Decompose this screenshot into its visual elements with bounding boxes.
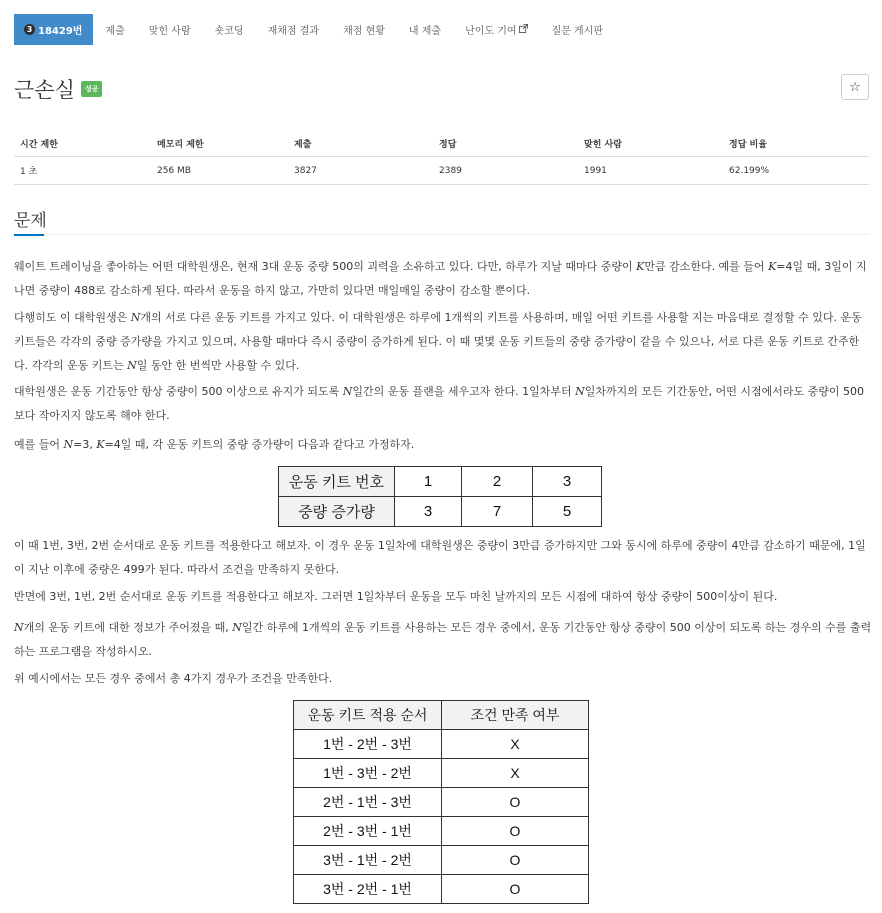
- tab-submit-label: 제출: [105, 26, 125, 37]
- kit-number-cell: 3: [533, 467, 602, 497]
- tab-qna-board[interactable]: [540, 14, 615, 45]
- solvers-header: 맞힌 사람: [578, 130, 723, 157]
- section-accent: [14, 234, 44, 236]
- time-limit-header: 시간 제한: [14, 130, 151, 157]
- tab-rejudge[interactable]: [256, 14, 331, 45]
- section-divider: [14, 234, 869, 235]
- memory-limit-value: 256 MB: [151, 157, 288, 185]
- table-row: [294, 846, 589, 875]
- kit-weight-cell: 7: [462, 497, 533, 527]
- problem-nav: [14, 14, 615, 45]
- star-icon: ☆: [849, 79, 861, 95]
- kit-weight-cell: 5: [533, 497, 602, 527]
- kit-table: [278, 466, 602, 527]
- info-value-row: [14, 157, 869, 185]
- table-row: [294, 759, 589, 788]
- tab-difficulty-label: 난이도 기여: [465, 26, 517, 37]
- tab-problem[interactable]: [14, 14, 93, 45]
- paragraph-8: 위 예시에서는 모든 경우 중에서 총 4가지 경우가 조건을 만족한다.: [14, 672, 333, 685]
- kit-number-cell: 1: [395, 467, 462, 497]
- tab-solvers-label: 맞힌 사람: [148, 26, 191, 37]
- order-header: 운동 키트 적용 순서: [294, 701, 442, 730]
- problem-info-table: [14, 130, 869, 185]
- favorite-button[interactable]: [841, 74, 869, 100]
- tab-my-submissions-label: 내 제출: [408, 26, 442, 37]
- tab-my-submissions[interactable]: [397, 14, 453, 45]
- result-cell: O: [442, 788, 589, 817]
- result-cell: O: [442, 817, 589, 846]
- paragraph-4: 예를 들어 N=3, K=4일 때, 각 운동 키트의 중량 증가량이 다음과 같다고 가정하자.: [14, 438, 415, 451]
- order-cell: 1번 - 3번 - 2번: [294, 759, 442, 788]
- table-row: [294, 730, 589, 759]
- order-cell: 1번 - 2번 - 3번: [294, 730, 442, 759]
- submissions-value: 3827: [288, 157, 433, 185]
- ratio-value: 62.199%: [723, 157, 869, 185]
- tier-badge-icon: 3: [24, 24, 35, 35]
- result-cell: X: [442, 730, 589, 759]
- kit-number-cell: 2: [462, 467, 533, 497]
- ratio-header: 정답 비율: [723, 130, 869, 157]
- order-cell: 3번 - 2번 - 1번: [294, 875, 442, 904]
- result-cell: O: [442, 846, 589, 875]
- time-limit-value: 1 초: [14, 157, 151, 185]
- tab-solvers[interactable]: [137, 14, 203, 45]
- memory-limit-header: 메모리 제한: [151, 130, 288, 157]
- external-link-icon: [519, 24, 528, 36]
- tab-rejudge-label: 재채점 결과: [267, 26, 320, 37]
- result-cell: X: [442, 759, 589, 788]
- accepted-value: 2389: [433, 157, 578, 185]
- problem-header: [14, 74, 102, 104]
- table-row: [294, 875, 589, 904]
- order-header-row: [294, 701, 589, 730]
- info-header-row: [14, 130, 869, 157]
- section-title: 문제: [14, 211, 47, 231]
- tab-shortcoding[interactable]: [203, 14, 256, 45]
- kit-weight-cell: 3: [395, 497, 462, 527]
- tab-problem-label: 18429번: [38, 26, 83, 37]
- problem-title: 근손실: [14, 78, 75, 102]
- tab-difficulty[interactable]: [453, 14, 539, 45]
- solvers-value: 1991: [578, 157, 723, 185]
- kit-weight-row: [279, 497, 602, 527]
- paragraph-6: 반면에 3번, 1번, 2번 순서대로 운동 키트를 적용한다고 해보자. 그러면 1일차부터 운동을 모두 마친 날까지의 모든 시점에 대하여 항상 중량이 500이상이 된다.: [14, 590, 778, 603]
- paragraph-2: 다행히도 이 대학원생은 N개의 서로 다른 운동 키트를 가지고 있다. 이 대학원생은 하루에 1개씩의 키트를 사용하며, 매일 어떤 키트를 사용할 지는 마음대로 결정할 수 있다. 운동 키트들은 각각의 중량 증가량을 가지고 있으며, 사용할 때마다 즉시 중량이 증가하게 된다. 이 때 몇몇 운동 키트들의 중량 증가량이 같을 수 있으나, 서로 다른 운동 키트로 간주한다. 각각의 운동 키트는 N일 동안 한 번씩만 사용할 수 있다.: [14, 311, 862, 372]
- order-cell: 3번 - 1번 - 2번: [294, 846, 442, 875]
- tab-qna-board-label: 질문 게시판: [551, 26, 604, 37]
- paragraph-1: 웨이트 트레이닝을 좋아하는 어떤 대학원생은, 현재 3대 운동 중량 500의 괴력을 소유하고 있다. 다만, 하루가 지날 때마다 중량이 K만큼 감소한다. 예를 들어 K=4일 때, 3일이 지나면 중량이 488로 감소하게 된다. 따라서 운동을 하지 않고, 가만히 있다면 매일매일 중량이 감소할 뿐이다.: [14, 260, 867, 297]
- tab-status[interactable]: [331, 14, 397, 45]
- kit-number-header: 운동 키트 번호: [279, 467, 395, 497]
- table-row: [294, 788, 589, 817]
- paragraph-3: 대학원생은 운동 기간동안 항상 중량이 500 이상으로 유지가 되도록 N일간의 운동 플랜을 세우고자 한다. 1일차부터 N일차까지의 모든 기간동안, 어떤 시점에서라도 중량이 500보다 작아지지 않도록 해야 한다.: [14, 385, 864, 422]
- paragraph-7: N개의 운동 키트에 대한 정보가 주어졌을 때, N일간 하루에 1개씩의 운동 키트를 사용하는 모든 경우 중에서, 운동 기간동안 항상 중량이 500 이상이 되도록 하는 경우의 수를 출력하는 프로그램을 작성하시오.: [14, 621, 872, 658]
- result-header: 조건 만족 여부: [442, 701, 589, 730]
- tab-submit[interactable]: [93, 14, 136, 45]
- status-badge: 성공: [81, 81, 103, 97]
- result-cell: O: [442, 875, 589, 904]
- order-cell: 2번 - 3번 - 1번: [294, 817, 442, 846]
- kit-weight-header: 중량 증가량: [279, 497, 395, 527]
- kit-number-row: [279, 467, 602, 497]
- order-cell: 2번 - 1번 - 3번: [294, 788, 442, 817]
- order-table: [293, 700, 589, 904]
- accepted-header: 정답: [433, 130, 578, 157]
- tab-status-label: 채점 현황: [343, 26, 385, 37]
- tab-shortcoding-label: 숏코딩: [214, 26, 244, 37]
- submissions-header: 제출: [288, 130, 433, 157]
- table-row: [294, 817, 589, 846]
- paragraph-5: 이 때 1번, 3번, 2번 순서대로 운동 키트를 적용한다고 해보자. 이 경우 운동 1일차에 대학원생은 중량이 3만큼 증가하지만 그와 동시에 하루에 중량이 4만큼 감소하기 때문에, 1일이 지난 이후에 중량은 499가 된다. 따라서 조건을 만족하지 못한다.: [14, 539, 866, 576]
